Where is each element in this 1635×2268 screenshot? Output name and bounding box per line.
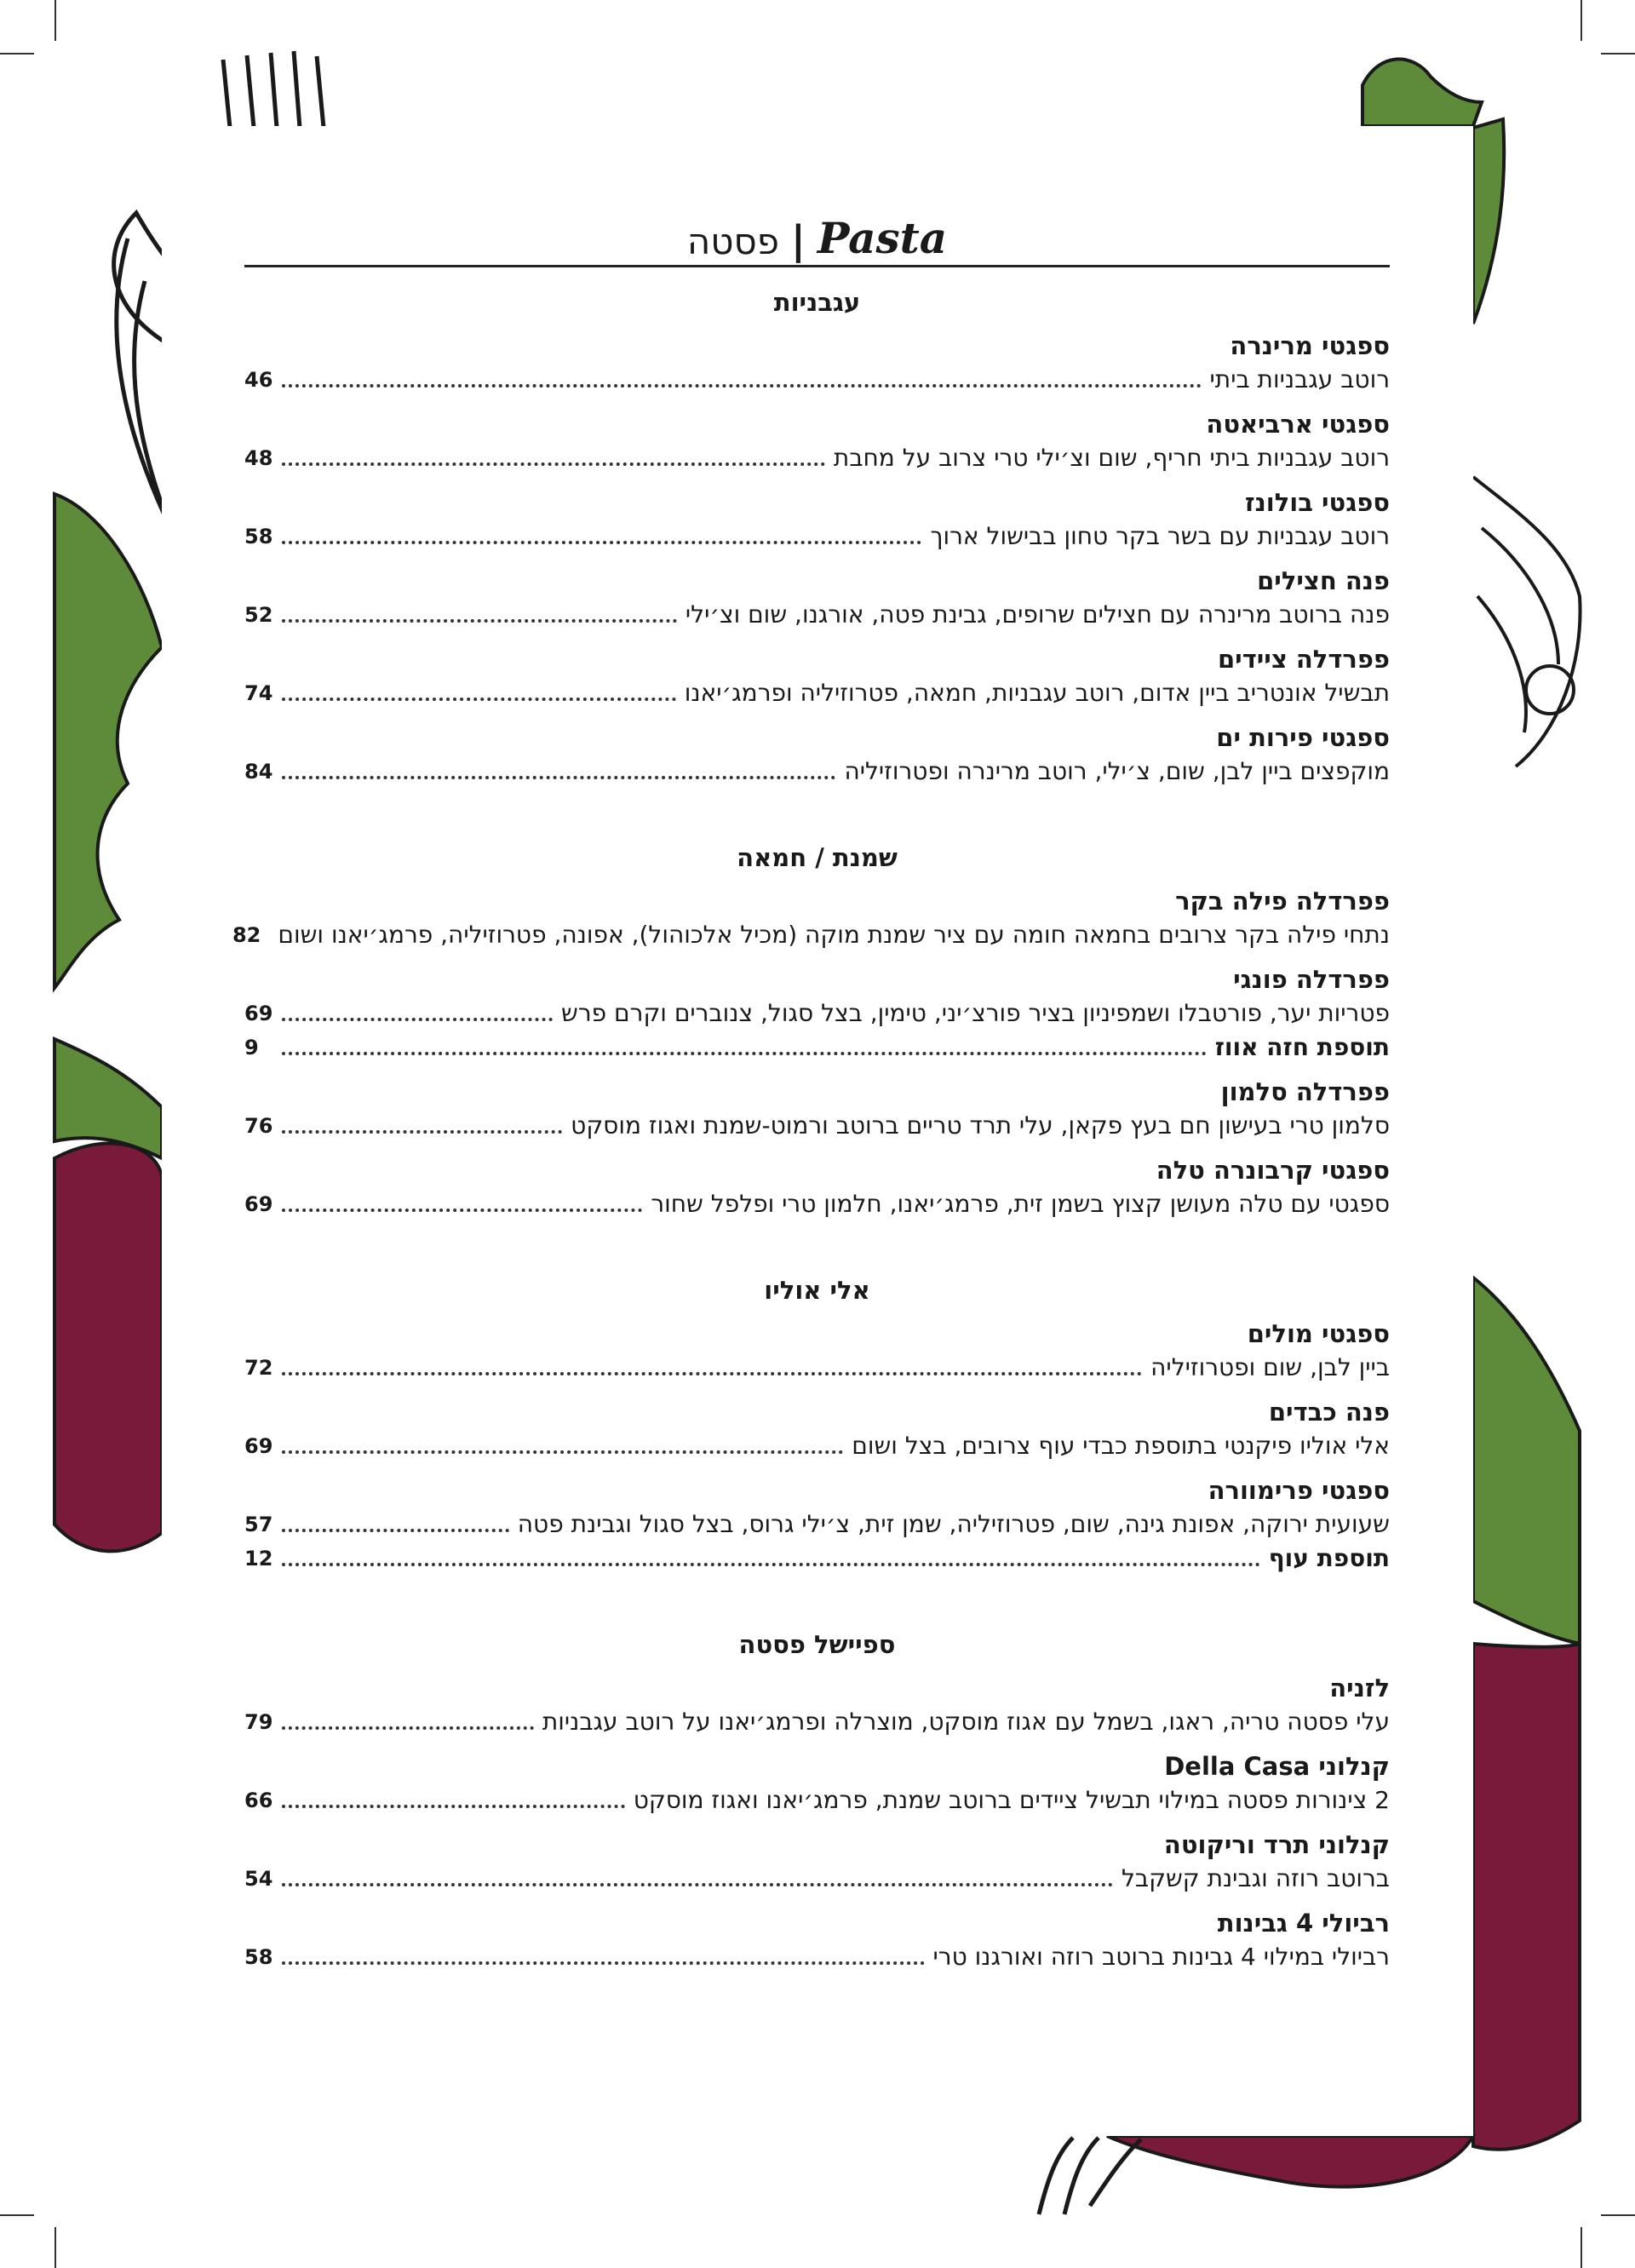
- menu-item-description: רוטב עגבניות עם בשר בקר טחון בבישול ארוך: [930, 522, 1390, 550]
- menu-item: [244, 1473, 1390, 1576]
- menu-item-name: פפרדלה ציידים: [1217, 645, 1390, 674]
- menu-item-line: [244, 1507, 1390, 1542]
- menu-section: [232, 843, 1390, 1221]
- menu-item-name: פנה כבדים: [1268, 1398, 1390, 1427]
- dot-leader: [282, 541, 921, 544]
- menu-item-name: קנלוני Della Casa: [1164, 1752, 1390, 1781]
- menu-item: [244, 1828, 1390, 1896]
- menu-item-name: ספגטי ארביאטה: [1206, 410, 1390, 439]
- menu-item-name: ספגטי מולים: [1247, 1319, 1390, 1348]
- dot-leader: [282, 1961, 925, 1965]
- menu-item-price: 79: [244, 1710, 273, 1734]
- menu-item-name: רביולי 4 גבינות: [1217, 1909, 1390, 1938]
- menu-item-name: פפרדלה פילה בקר: [1175, 887, 1390, 916]
- menu-item-name: פנה חצילים: [1257, 566, 1390, 595]
- menu-item: [244, 1749, 1390, 1817]
- menu-item-description: נתחי פילה בקר צרובים בחמאה חומה עם ציר שמנת מוקה (מכיל אלכוהול), אפונה, פטרוזיליה, פרמג׳יאנו ושום: [278, 921, 1390, 949]
- menu-item-price: 76: [244, 1114, 273, 1138]
- menu-item: [232, 884, 1390, 952]
- green-leaf-icon: [1473, 1278, 1580, 1644]
- menu-item: [244, 721, 1390, 789]
- menu-item-name: ספגטי בולונז: [1245, 488, 1390, 517]
- menu-item-description: רוטב עגבניות ביתי: [1209, 365, 1390, 393]
- onion-sketch-icon: [1473, 477, 1580, 767]
- menu-sections: [232, 288, 1390, 1984]
- dot-leader: [282, 1130, 562, 1134]
- dot-leader: [282, 776, 835, 779]
- menu-item-description: ברוטב רוזה וגבינת קשקבל: [1122, 1864, 1390, 1892]
- menu-item-description: תבשיל אונטריב ביין אדום, רוטב עגבניות, חמאה, פטרוזיליה ופרמג׳יאנו: [684, 679, 1390, 707]
- menu-item-description: אלי אוליו פיקנטי בתוספת כבדי עוף צרובים, בצל ושום: [852, 1432, 1390, 1460]
- menu-item-line: [244, 441, 1390, 475]
- menu-item-name: קנלוני תרד וריקוטה: [1163, 1830, 1390, 1859]
- menu-item-name: ספגטי מרינרה: [1230, 331, 1390, 360]
- page-header: [244, 208, 1390, 267]
- dot-leader: [282, 1209, 642, 1212]
- menu-item: [244, 1317, 1390, 1385]
- menu-item: [244, 1671, 1390, 1739]
- menu-item-name: ספגטי פירות ים: [1216, 723, 1390, 752]
- menu-item-price: 54: [244, 1867, 273, 1891]
- beet-icon: [54, 1144, 162, 1552]
- section-title: ספיישל פסטה: [738, 1630, 896, 1659]
- menu-item-price: 12: [244, 1547, 273, 1570]
- menu-item-name: ספגטי קרבונרה טלה: [1156, 1156, 1390, 1185]
- menu-item-price: 48: [244, 446, 273, 470]
- menu-item: [244, 329, 1390, 397]
- menu-item: [244, 1395, 1390, 1463]
- menu-item-line: [244, 1542, 1390, 1576]
- menu-item-description: רוטב עגבניות ביתי חריף, שום וצ׳ילי טרי צרוב על מחבת: [833, 444, 1390, 472]
- section-title: אלי אוליו: [764, 1276, 870, 1305]
- menu-item-line: [244, 1109, 1390, 1143]
- dot-leader: [282, 1450, 843, 1454]
- dot-leader: [282, 462, 825, 466]
- menu-item-description: עלי פסטה טריה, ראגו, בשמל עם אגוז מוסקט, מוצרלה ופרמג׳יאנו על רוטב עגבניות: [542, 1708, 1390, 1736]
- menu-item-price: 57: [244, 1513, 273, 1536]
- menu-item-line: [244, 1187, 1390, 1221]
- menu-item-description: מוקפצים ביין לבן, שום, צ׳ילי, רוטב מרינרה ופטרוזיליה: [844, 757, 1390, 785]
- menu-item: [244, 1153, 1390, 1221]
- menu-item-price: 84: [244, 760, 273, 784]
- menu-item-price: 69: [244, 1002, 273, 1025]
- menu-item-price: 58: [244, 525, 273, 548]
- menu-item-price: 82: [232, 923, 261, 947]
- menu-item-line: [244, 1862, 1390, 1896]
- menu-panel: [162, 126, 1473, 2136]
- menu-item-line: [244, 1351, 1390, 1385]
- menu-item-description: סלמון טרי בעישון חם בעץ פקאן, עלי תרד טריים ברוטב ורמוט-שמנת ואגוז מוסקט: [571, 1111, 1390, 1140]
- menu-item-line: [244, 676, 1390, 710]
- menu-item: [244, 485, 1390, 554]
- dot-leader: [282, 1052, 1207, 1055]
- menu-item-price: 74: [244, 681, 273, 705]
- menu-item: [244, 1075, 1390, 1143]
- menu-item-description: פטריות יער, פורטבלו ושמפיניון בציר פורצ׳יני, טימין, בצל סגול, צנוברים וקרם פרש: [561, 999, 1390, 1027]
- root-sketch-icon: [1039, 2138, 1141, 2214]
- menu-item: [244, 642, 1390, 710]
- section-title: שמנת / חמאה: [737, 843, 898, 872]
- menu-item-name: ספגטי פרימוורה: [1208, 1476, 1390, 1505]
- green-leaf-icon: [54, 494, 162, 1158]
- menu-item-line: [244, 1940, 1390, 1974]
- menu-item-price: 58: [244, 1945, 273, 1969]
- dot-leader: [282, 1726, 534, 1730]
- dot-leader: [282, 698, 676, 701]
- dot-leader: [282, 1563, 1260, 1566]
- menu-item-price: 72: [244, 1356, 273, 1380]
- menu-item-line: [244, 1783, 1390, 1817]
- dot-leader: [282, 1529, 509, 1532]
- menu-item-line: [244, 1429, 1390, 1463]
- dot-leader: [282, 619, 677, 623]
- menu-item-price: 46: [244, 368, 273, 392]
- menu-item-price: 66: [244, 1789, 273, 1812]
- dot-leader: [282, 384, 1202, 388]
- menu-item-description: תוספת חזה אווז: [1214, 1033, 1390, 1061]
- menu-item-price: 69: [244, 1192, 273, 1216]
- page-title-hebrew: פסטה: [686, 221, 780, 262]
- menu-section: [244, 1276, 1390, 1576]
- menu-item: [244, 962, 1390, 1065]
- menu-item: [244, 1906, 1390, 1974]
- menu-item-description: רביולי במילוי 4 גבינות ברוטב רוזה ואורגנו טרי: [932, 1943, 1390, 1971]
- menu-item-line: [244, 363, 1390, 397]
- menu-section: [244, 288, 1390, 789]
- menu-item-description: ביין לבן, שום ופטרוזיליה: [1150, 1353, 1390, 1381]
- menu-item-line: [244, 520, 1390, 554]
- menu-item: [244, 407, 1390, 475]
- menu-item-line: [244, 755, 1390, 789]
- menu-item-description: 2 צינורות פסטה במילוי תבשיל ציידים ברוטב שמנת, פרמג׳יאנו ואגוז מוסקט: [633, 1786, 1390, 1814]
- menu-item-description: ספגטי עם טלה מעושן קצוץ בשמן זית, פרמג׳יאנו, חלמון טרי ופלפל שחור: [651, 1190, 1390, 1218]
- menu-item-price: 69: [244, 1434, 273, 1458]
- menu-item-line: [244, 1705, 1390, 1739]
- menu-item-name: לזניה: [1329, 1674, 1390, 1702]
- menu-item-line: [244, 598, 1390, 632]
- menu-item: [244, 564, 1390, 632]
- menu-item-description: שעועית ירוקה, אפונת גינה, שום, פטרוזיליה, שמן זית, צ׳ילי גרוס, בצל סגול וגבינת פטה: [517, 1510, 1390, 1538]
- menu-item-line: [244, 996, 1390, 1031]
- dot-leader: [282, 1883, 1113, 1886]
- menu-item-price: 52: [244, 603, 273, 627]
- dot-leader: [282, 1018, 553, 1021]
- page-title-english: Pasta: [817, 213, 948, 263]
- dot-leader: [282, 1805, 625, 1808]
- menu-item-name: פפרדלה סלמון: [1220, 1077, 1390, 1106]
- menu-item-line: [244, 1031, 1390, 1065]
- menu-item-description: תוספת עוף: [1268, 1544, 1390, 1572]
- menu-item-price: 9: [244, 1036, 259, 1059]
- menu-item-description: פנה ברוטב מרינרה עם חצילים שרופים, גבינת פטה, אורגנו, שום וצ׳ילי: [685, 600, 1390, 629]
- dot-leader: [282, 1372, 1142, 1375]
- section-title: עגבניות: [773, 288, 861, 317]
- menu-section: [244, 1630, 1390, 1974]
- menu-item-line: [232, 918, 1390, 952]
- title-separator: |: [791, 217, 806, 263]
- menu-item-name: פפרדלה פונגי: [1233, 965, 1390, 994]
